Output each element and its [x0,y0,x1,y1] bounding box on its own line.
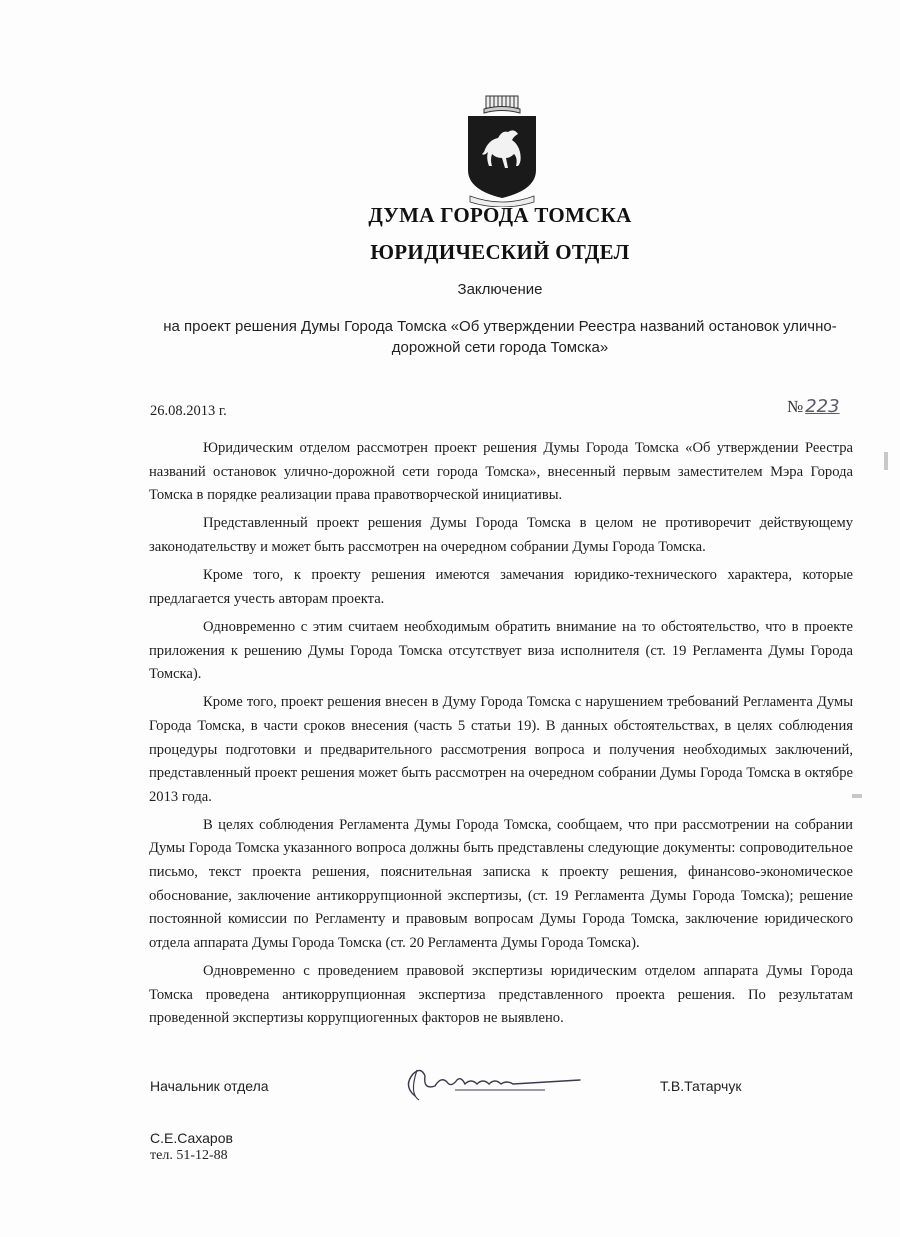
signer-name: Т.В.Татарчук [660,1078,742,1094]
executor-phone: тел. 51-12-88 [150,1148,228,1163]
scan-artifact [852,794,862,798]
document-number [787,396,840,417]
body-paragraph: Одновременно с этим считаем необходимым обратить внимание на то обстоятельство, что в проекте приложения к решению Думы Города Томска отсутствует виза исполнителя (ст. 19 Регламента Думы Города Томска). [149,618,853,683]
document-type: Заключение [457,281,543,298]
body-paragraph: Кроме того, проект решения внесен в Думу Города Томска с нарушением требований Регламента Думы Города Томска, в части сроков внесения (часть 5 статьи 19). В данных обстоятельствах, в целях соблюдения процедуры подготовки и предварительного рассмотрения вопроса и получения необходимых заключений, представленный проект решения может быть рассмотрен на очередном собрании Думы Города Томска в октябре 2013 года. [149,694,853,805]
department-name: ЮРИДИЧЕСКИЙ ОТДЕЛ [370,240,630,264]
body-paragraph: Кроме того, к проекту решения имеются замечания юридико-технического характера, которые предлагается учесть авторам проекта. [149,567,853,607]
number-label: № [787,397,804,416]
document-body [149,437,853,1035]
signer-position: Начальник отдела [150,1078,269,1094]
number-value: 223 [805,396,840,417]
body-paragraph: Юридическим отделом рассмотрен проект решения Думы Города Томска «Об утверждении Реестра названий остановок улично-дорожной сети города Томска», внесенный первым заместителем Мэра Города Томска в порядке реализации права правотворческой инициативы. [149,440,853,504]
scan-artifact [884,452,888,470]
document-subject: на проект решения Думы Города Томска «Об утверждении Реестра названий остановок улично-дорожной сети города Томска» [163,318,837,356]
body-paragraph: В целях соблюдения Регламента Думы Города Томска, сообщаем, что при рассмотрении на собрании Думы Города Томска указанного вопроса должны быть представлены следующие документы: сопроводительное письмо, текст проекта решения, пояснительная записка к проекту решения, финансово-экономическое обоснование, заключение антикоррупционной экспертизы, (ст. 19 Регламента Думы Города Томска); решение постоянной комиссии по Регламенту и правовым вопросам Думы Города Томска, заключение юридического отдела аппарата Думы Города Томска (ст. 20 Регламента Думы Города Томска). [149,816,853,951]
body-paragraph: Представленный проект решения Думы Города Томска в целом не противоречит действующему законодательству и может быть рассмотрен на очередном собрании Думы Города Томска. [149,515,853,555]
tomsk-coat-of-arms-icon [462,92,542,207]
document-date: 26.08.2013 г. [150,403,227,419]
organization-name: ДУМА ГОРОДА ТОМСКА [368,203,632,227]
handwritten-signature-icon [395,1056,585,1106]
body-paragraph: Одновременно с проведением правовой экспертизы юридическим отделом аппарата Думы Города Томска проведена антикоррупционная экспертиза представленного проекта решения. По результатам проведенной экспертизы коррупциогенных факторов не выявлено. [149,963,853,1027]
executor-name: С.Е.Сахаров [150,1130,233,1146]
